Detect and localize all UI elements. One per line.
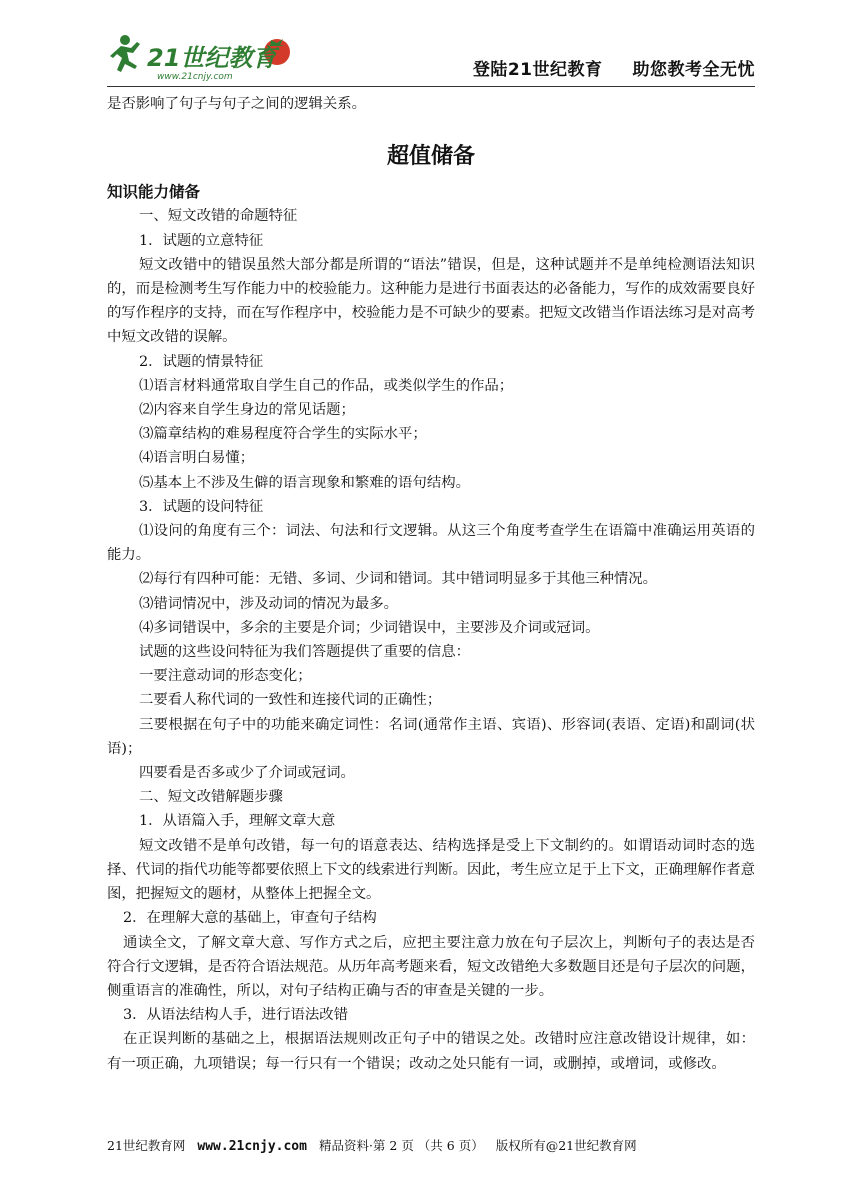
list-item: ⑷语言明白易懂； <box>139 450 255 467</box>
logo-url: www.21cnjy.com <box>157 72 233 82</box>
slogan-left: 登陆21世纪教育 <box>472 60 603 80</box>
logo-21cnjy <box>107 28 307 84</box>
list-item: ⑷多词错误中，多余的主要是介词；少词错误中，主要涉及介词或冠词。 <box>139 619 600 636</box>
list-item: ⑴语言材料通常取自学生自己的作品，或类似学生的作品； <box>139 377 514 394</box>
slogan-right: 助您教考全无忧 <box>632 60 755 80</box>
paragraph: 三要根据在句子中的功能来确定词性：名词(通常作主语、宾语)、形容词(表语、定语)和副词(状语)； <box>107 716 755 757</box>
paragraph: 通读全文，了解文章大意、写作方式之后，应把主要注意力放在句子层次上，判断句子的表达是否符合行文逻辑，是否符合语法规范。从历年高考题来看，短文改错绝大多数题目还是句子层次的问题，侧重语言的准确性，所以，对句子结构正确与否的审查是关键的一步。 <box>107 934 755 999</box>
logo-text: 21世纪教育 <box>147 44 277 72</box>
list-item: ⑵内容来自学生身边的常见话题； <box>139 402 355 419</box>
section-title: 超值储备 <box>386 144 475 170</box>
list-item: ⑶错词情况中，涉及动词的情况为最多。 <box>139 595 399 612</box>
runner-icon <box>110 35 140 72</box>
paragraph: 二要看人称代词的一致性和连接代词的正确性； <box>139 692 442 709</box>
paragraph: 一、短文改错的命题特征 <box>139 208 298 225</box>
paragraph: 3．从语法结构人手，进行语法改错 <box>123 1007 349 1024</box>
header-slogan <box>473 55 755 80</box>
page-footer <box>107 1136 767 1154</box>
list-item: ⑵每行有四种可能：无错、多词、少词和错词。其中错词明显多于其他三种情况。 <box>139 571 658 588</box>
footer-url: www.21cnjy.com <box>197 1139 307 1154</box>
footer-site-name: 21世纪教育网 <box>107 1138 186 1153</box>
paragraph: 2．试题的情景特征 <box>139 353 264 370</box>
paragraph: 在正误判断的基础之上，根据语法规则改正句子中的错误之处。改错时应注意改错设计规律，如：有一项正确，九项错误；每一行只有一个错误；改动之处只能有一词，或删掉，或增词，或修改。 <box>107 1031 755 1072</box>
page-header <box>107 28 755 87</box>
paragraph: 1．从语篇入手，理解文章大意 <box>139 813 336 830</box>
footer-copyright: 版权所有@21世纪教育网 <box>495 1138 637 1153</box>
list-item: ⑶篇章结构的难易程度符合学生的实际水平； <box>139 426 427 443</box>
document-body <box>107 92 755 1076</box>
paragraph: 1．试题的立意特征 <box>139 232 264 249</box>
paragraph: 3．试题的设问特征 <box>139 498 264 515</box>
paragraph: 试题的这些设问特征为我们答题提供了重要的信息： <box>139 644 470 661</box>
paragraph: 是否影响了句子与句子之间的逻辑关系。 <box>107 96 367 112</box>
list-item: ⑴设问的角度有三个：词法、句法和行文逻辑。从这三个角度考查学生在语篇中准确运用英语的能力。 <box>107 523 755 564</box>
paragraph: 四要看是否多或少了介词或冠词。 <box>139 765 355 782</box>
paragraph: 短文改错不是单句改错，每一句的语意表达、结构选择是受上下文制约的。如谓语动词时态的选择、代词的指代功能等都要依照上下文的线索进行判断。因此，考生应立足于上下文，正确理解作者意图，把握短文的题材，从整体上把握全文。 <box>107 837 755 903</box>
paragraph: 2．在理解大意的基础上，审查句子结构 <box>123 910 377 927</box>
paragraph: 短文改错中的错误虽然大部分都是所谓的“语法”错误，但是，这种试题并不是单纯检测语法知识的，而是检测考生写作能力中的校验能力。这种能力是进行书面表达的必备能力，写作的成效需要良好的写作程序的支持，而在写作程序中，校验能力是不可缺少的要素。把短文改错当作语法练习是对高考中短文改错的误解。 <box>107 256 755 346</box>
paragraph: 一要注意动词的形态变化； <box>139 668 312 685</box>
list-item: ⑸基本上不涉及生僻的语言现象和繁难的语句结构。 <box>139 474 470 491</box>
subsection-heading: 知识能力储备 <box>107 183 201 202</box>
paragraph: 二、短文改错解题步骤 <box>139 789 283 806</box>
footer-page-info: 精品资料·第 2 页 （共 6 页） <box>318 1138 484 1153</box>
